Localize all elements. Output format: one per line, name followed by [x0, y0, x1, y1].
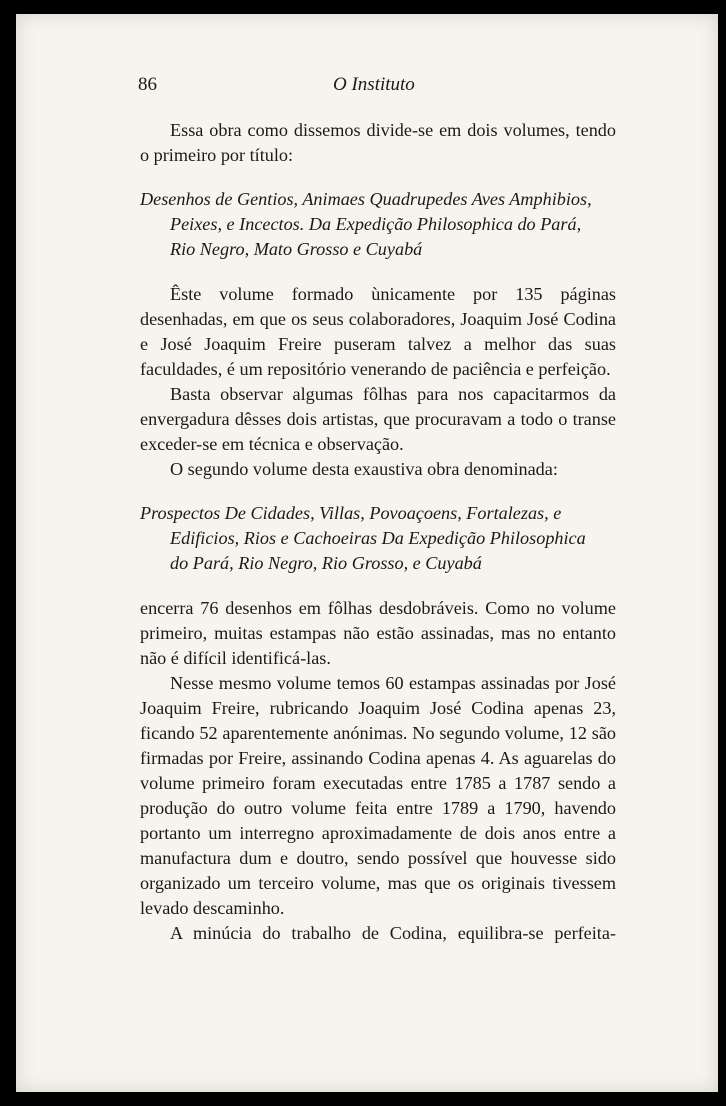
volume-one-title-line-2: Peixes, e Incectos. Da Expedição Philosophica do Pará,	[170, 214, 582, 234]
running-title: O Instituto	[333, 74, 415, 95]
volume-two-title-line-3: do Pará, Rio Negro, Rio Grosso, e Cuyabá	[170, 553, 482, 573]
volume-two-title-line-1: Prospectos De Cidades, Villas, Povoaçoens, Fortalezas, e	[140, 503, 562, 523]
volume-two-title-line-2: Edificios, Rios e Cachoeiras Da Expedição Philosophica	[170, 528, 586, 548]
paragraph-signatures: Nesse mesmo volume temos 60 estampas assinadas por José Joaquim Freire, rubricando Joaquim José Codina apenas 23, ficando 52 aparentemente anónimas. No segundo volume, 12 são firmadas por Freire, assinando Codina apenas 4. As aguarelas do volume primeiro foram executadas entre 1785 a 1787 sendo a produção do outro volume feita entre 1789 a 1790, havendo portanto um interregno aproximadamente de dois anos entre a manufactura dum e doutro, sendo possível que houvesse sido organizado um terceiro volume, mas que os originais tivessem levado descaminho.	[140, 673, 616, 918]
page-body	[140, 118, 616, 946]
paragraph-intro: Essa obra como dissemos divide-se em dois volumes, tendo o primeiro por título:	[140, 120, 616, 165]
volume-one-title-line-3: Rio Negro, Mato Grosso e Cuyabá	[170, 239, 423, 259]
book-page	[16, 14, 718, 1092]
volume-one-title-line-1: Desenhos de Gentios, Animaes Quadrupedes Aves Amphibios,	[140, 189, 592, 209]
paragraph-volume-one: Êste volume formado ùnicamente por 135 páginas desenhadas, em que os seus colaboradores, Joaquim José Codina e José Joaquim Freire puseram talvez a melhor das suas faculdades, é um repositório venerando de paciência e perfeição.	[140, 284, 616, 379]
page-header	[138, 74, 618, 100]
paragraph-codina: A minúcia do trabalho de Codina, equilibra-se perfeita-	[170, 923, 616, 943]
volume-one-title	[140, 187, 616, 262]
paragraph-second-volume: O segundo volume desta exaustiva obra denominada:	[170, 459, 558, 479]
paragraph-drawings: encerra 76 desenhos em fôlhas desdobráveis. Como no volume primeiro, muitas estampas não estão assinadas, mas no entanto não é difícil identificá-las.	[140, 598, 616, 668]
page-number: 86	[138, 74, 157, 95]
paragraph-artists: Basta observar algumas fôlhas para nos capacitarmos da envergadura dêsses dois artistas, que procuravam a todo o transe exceder-se em técnica e observação.	[140, 384, 616, 454]
volume-two-title	[140, 501, 616, 576]
